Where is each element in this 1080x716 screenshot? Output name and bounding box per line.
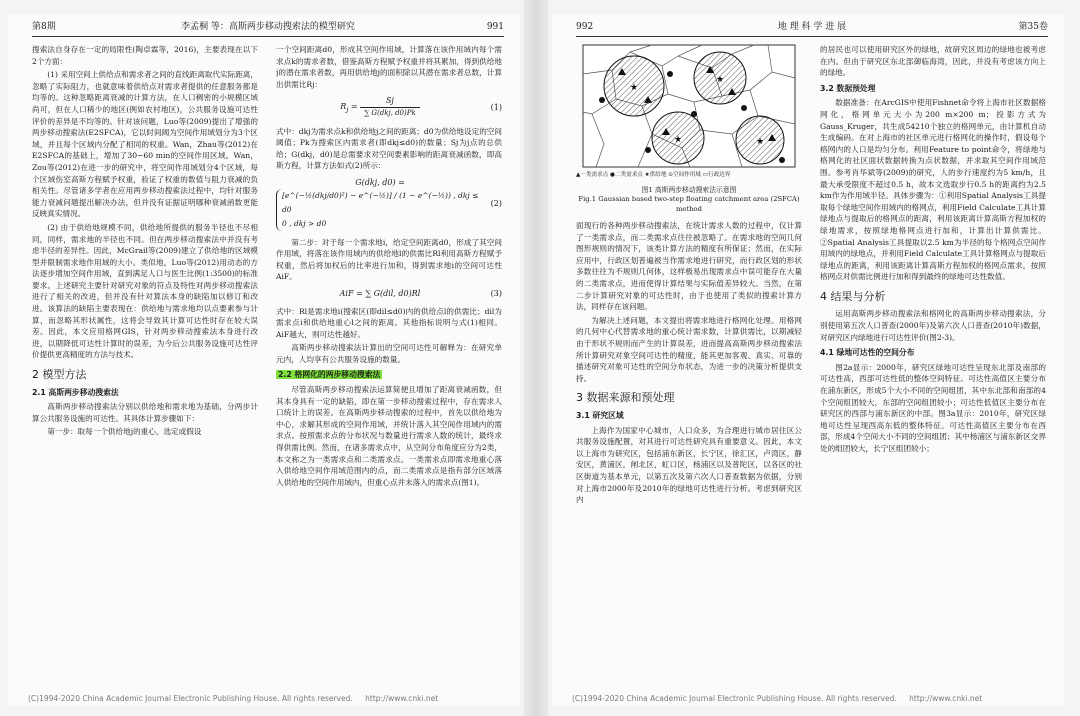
footer-url: http://www.cnki.net [365, 694, 439, 703]
paragraph: 式中：Rl是需求地i(搜索区(即dil≤d0)内的供给点l的供需比；dil为需求点i和供给地重心l之间的距离。其他指标说明与式(1)相同。AiF越大，则可达性越好。 [276, 306, 502, 339]
equation-1: $R_j$ = $\frac{Sj}{\text{∑ G(dkj, d0)Pk}}$ (1) [276, 95, 502, 119]
page-footer [28, 694, 504, 703]
supply-point-star: ★ [715, 75, 725, 85]
book-gutter [524, 0, 548, 716]
subsection-heading: 2.1 高斯两步移动搜索法 [32, 387, 119, 397]
equation-2 [276, 177, 502, 231]
figure-legend: ▲－类需求点 ●二类需求点 ★供给地 ⊙空间作用域 ▭行政边界 [576, 172, 731, 178]
supply-point-star: ★ [673, 135, 683, 145]
fraction-denominator: ∑ G(dkj, d0)Pk [364, 108, 416, 117]
paragraph: 上海作为国家中心城市，人口众多，为合理进行城市居住区公共服务设施配置，对其进行可达性研究具有重要意义。因此，本文以上海市为研究区，包括浦东新区，长宁区，徐汇区，卢湾区，静安区，黄浦区，闸北区，虹口区，杨浦区以及普陀区，以各区的社区街道为基本单元，以第五次及第六次人口普查数据为依据，分别对上海市2000年及2010年的绿地可达性进行分析。考虑到研究区内 [576, 425, 802, 505]
supply-point-star: ★ [629, 83, 639, 93]
paragraph: 的居民也可以使用研究区外的绿地，故研究区周边的绿地也被考虑在内。但由于研究区东北部御临海湾，因此，并没有考虑该方向上的绿地。 [820, 45, 1046, 78]
paragraph: 图2a显示：2000年，研究区绿地可达性呈现东北部及南部的可达性高，西部可达性低的整体空间特征。可达性高值区主要分布在浦东新区，形成5个大小不同的空间组团，其中东北部和南部的4个空间组团较大，东部的空间组团较小；可达性低值区主要分布在研究区的西部与浦东新区的中部。图3a显示：2010年，研究区绿地可达性呈现西高东低的整体特征。可达性高值区主要分布在西部，形成4个空间大小不同的空间组团；其中杨浦区与浦东新区交界处的组团较大，长宁区组团较小； [820, 362, 1046, 453]
equation-lhs: R [340, 102, 347, 112]
subsection-heading: 3.1 研究区域 [576, 411, 624, 420]
supply-point-star: ★ [755, 137, 765, 147]
running-title: 李孟桐 等：高斯两步移动搜索法的模型研究 [181, 22, 355, 32]
figure-1 [576, 44, 802, 214]
paragraph: 数据准备：在ArcGIS中使用Fishnet命令将上海市社区数据格网化，格网单元大小为200 m×200 m；投影方式为Gauss_Kruger，共生成54210个独立的格网单元，由计算机自动生成编码。在对上海市的社区单元进行格网化的操作时，假设每个格网内的人口是均匀分布。利用Feature to point命令，将绿地与格网化的社区面状数据转换为点状数据，并求取其空间作用域范围。参考肖华斌等(2009)的研究，人的步行速度约为5 km/h，且最大承受限度不超过0.5 h，故本文选取步行0.5 h的距离约为2.5 km作为作用域半径。具体步骤为：①利用Spatial Analysis工具提取每个绿地空间作用域内的格网点，利用Field Calculate工具计算绿地点与提取后的格网点的距离，利用该距离计算高斯方程加权的绿地需求，按照绿地格网点进行加和，计算出计算供需比。②Spatial Analysis工具提取以2.5 km为半径的每个格网点空间作用域内的绿地点，并利用Field Calculate工具计算格网点与提取后绿地点的距离，利用该距离计算高斯方程加权的格网点需求，按照格网点对供需比例进行加和得到最终的绿地可达性数值。 [820, 98, 1046, 282]
piecewise-case: [e^(−½(dkj/d0)²) − e^(−½)] / (1 − e^(−½)) , dkj ≤ d0 [282, 190, 479, 214]
equation-3 [276, 288, 502, 300]
running-header [576, 20, 1048, 37]
right-page-column-2 [820, 44, 1046, 680]
equation-number: (1) [490, 102, 502, 112]
paragraph: 一个空间距离d0，形成其空间作用域，计算落在该作用域内每个需求点k的需求者数，借鉴高斯方程赋予权重并将其累加，得到供给地j的潜在需求者数，再用供给地j的面积除以其潜在需求者总数，计算出供需比Rj： [276, 45, 502, 89]
subsection-heading: 3.2 数据预处理 [820, 83, 876, 93]
running-header [32, 20, 504, 37]
equation-number: (2) [490, 198, 502, 208]
page-number: 991 [486, 22, 504, 32]
figure-1-diagram [582, 44, 796, 168]
left-page-column-1 [32, 44, 258, 680]
paragraph: 尽管高斯两步移动搜索法运算简便且增加了距离衰减函数，但其本身具有一定的缺陷，即在第一步移动搜索过程中，存在需求人口统计上的误差。在高斯两步移动搜索的过程中，首先以供给地为中心，求解其形成的空间作用域，并统计落入其空间作用域内的需求点。按照需求点的分布状况与数量进行需求人数的统计，最终求得供需比例。然而，在诸多需求点中，从空间分布角度应分为2类，本文称之为一类需求点和二类需求点。一类需求点即需求地重心落入供给地空间作用域范围内的点，而二类需求点是指有部分区域落入供给地的空间作用域内，但重心点并未落入的需求点(图1)。 [276, 385, 502, 487]
left-page-column-2 [276, 44, 502, 680]
section-heading: 2 模型方法 [32, 368, 87, 382]
paragraph: 高斯两步移动搜索法计算出的空间可达性可解释为：在研究单元内，人均享有公共服务设施的数量。 [276, 343, 502, 364]
volume-number: 第35卷 [1018, 22, 1048, 32]
copyright-notice: (C)1994-2020 China Academic Journal Electronic Publishing House. All rights reserved. [572, 694, 897, 703]
paragraph: 高斯两步移动搜索法分别以供给地和需求地为基础，分两步计算公共服务设施的可达性。其具体计算步骤如下： [32, 402, 258, 423]
equation-body: AiF = ∑ G(dil, d0)Rl [339, 288, 421, 298]
footer-url: http://www.cnki.net [909, 694, 983, 703]
journal-title: 地 理 科 学 进 展 [777, 22, 847, 32]
fraction-numerator: Sj [360, 95, 420, 108]
paragraph: 式中：dkj为需求点k和供给地j之间的距离；d0为供给地设定的空间阈值；Pk为搜索区内需求者(即dkj≤d0)的数量；Sj为j点的总供给；G(dkj，d0)是总需要求对空间要素影响的距离衰减函数，即高斯方程，计算方法如式(2)所示： [276, 126, 502, 171]
paragraph: 运用高斯两步移动搜索法和格网化的高斯两步移动搜索法，分别使用第五次人口普查(2000年)及第六次人口普查(2010年)数据，对研究区内绿地进行可达性评价(图2-3)。 [820, 309, 1046, 342]
left-page [8, 14, 520, 706]
paragraph: 面现行的各种两步移动搜索法，在统计需求人数的过程中，仅计算了一类需求点，而二类需求点往往被忽略了。在需求地的空间几何图形规则的情况下，该类计算方法的精度有所保证；然而，在实际应用中，行政区划普遍被当作需求地进行研究，而行政区划的形状多数往往为不规则几何体，这样极易出现需求点中误可能存在大量的二类需求点，进而使得计算结果与实际值差异较大。当然，在第二步计算研究对象的可达性时，由于也使用了类似的搜索计算方法，同样存在该问题。 [576, 221, 802, 312]
right-page [552, 14, 1064, 706]
equation-number: (3) [490, 288, 502, 298]
paragraph: 搜索法自身存在一定的局限性(陶卓霖等，2016)，主要表现在以下2个方面： [32, 45, 258, 66]
subsection-heading [276, 369, 502, 381]
copyright-notice: (C)1994-2020 China Academic Journal Electronic Publishing House. All rights reserved. [28, 694, 353, 703]
section-heading: 3 数据来源和预处理 [576, 391, 675, 405]
equation-fraction [360, 95, 420, 119]
highlighted-heading: 2.2 格网化的两步移动搜索法 [278, 370, 381, 380]
equation-lhs: G(dkj, d0) = [355, 177, 405, 187]
figure-caption [576, 186, 802, 215]
paragraph: 为解决上述问题，本文提出将需求地进行格网化处理。用格网的几何中心代替需求地的重心统计需求数，计算供需比，以期减轻由于形状不规则而产生的计算误差，进而提高高斯两步移动搜索法所计算研究对象空间可达性的精度，能其更加客观、真实、可靠的描述研究对象可达性的空间分布状态，为进一步的决策分析提供支持。 [576, 315, 802, 383]
right-page-column-1 [576, 44, 802, 680]
page-number: 992 [576, 22, 594, 32]
figure-caption-en: Fig.1 Gaussian based two-step floating catchment area (2SFCA) method [578, 195, 800, 213]
paragraph: 第一步：取每一个供给地j的重心，选定或假设 [47, 427, 202, 437]
issue-number: 第8期 [32, 22, 56, 32]
paragraph: (1) 采用空间上供给点和需求者之间的直线距离取代实际距离，忽略了实际阻力，也就意味着供给点对需求者提供的任意服务都是均等的。这种忽略距离衰减的计算方法，在人口稠密的小规模区域尚可，但在人口稀少的地区(例如农村地区)，公共服务设施可达性评价的差异是不均等的。针对该问题，Luo等(2009)提出了增强的两步移动搜索法(E2SFCA)，它以时间阈为空间作用域划分为3个区域，并且每个区域内分配了相同的权重。Wan，Zhau等(2012)在E2SFCA的基础上，增加了30~60 min的空间作用区域。Wan，Zou等(2012)在进一步的研究中，将空间作用域划分4个区域，每个区域伤室高斯方程赋予权重，验证了权重的数值与阻力衰减的负相关性。尽管诸多学者在应用两步移动搜索法过程中，均针对服务能力衰减问题提出解决办法，但并没有证据证明哪种衰减函数更能反映真实情况。 [32, 70, 258, 219]
page-footer [572, 694, 1048, 703]
paragraph: 第二步：对于每一个需求地i，给定空间距离d0，形成了其空间作用域，将落在该作用域内的供给地l的供需比Rl利用高斯方程赋予权重，然后将加权后的比率进行加和，得到需求地i的空间可达性AiF。 [276, 237, 502, 282]
subsection-heading: 4.1 绿地可达性的空间分布 [820, 348, 915, 358]
piecewise-brace [276, 189, 484, 231]
piecewise-case: 0 , dkj > d0 [282, 218, 327, 228]
section-heading: 4 结果与分析 [820, 289, 886, 303]
paragraph: (2) 由于供给地规模不同，供给地所提供的服务半径也不尽相同，同样，需求地的半径也不同。但在两步移动搜索法中并没有考虑半径的差异性。因此，McGrail等(2009)建立了供给地的区域模型并限制需求地作用域的大小。类似地，Luo等(2012)用动态的方法逐步增加空间作用域，直到满足人口与医生比例(1:3500)的标准要求。上述研究主要针对研究对象的符点及特性对两步移动搜索法进行了相关的改进，但并没有针对算法本身的缺陷加以修订和改进。该算法的缺陷主要表现在：供给地与需求地均以点要素参与计算，而忽略其形状属性，这将会导致其计算可达性时存在较大误差。因此，本文应用格网GIS，针对两步移动搜索法本身进行改进，以期降低可达性计算时的误差，为今后公共服务设施可达性评价提供更高精度的方法与技术。 [32, 222, 258, 360]
figure-caption-cn: 图1 高斯两步移动搜索法示意图 [641, 185, 737, 194]
